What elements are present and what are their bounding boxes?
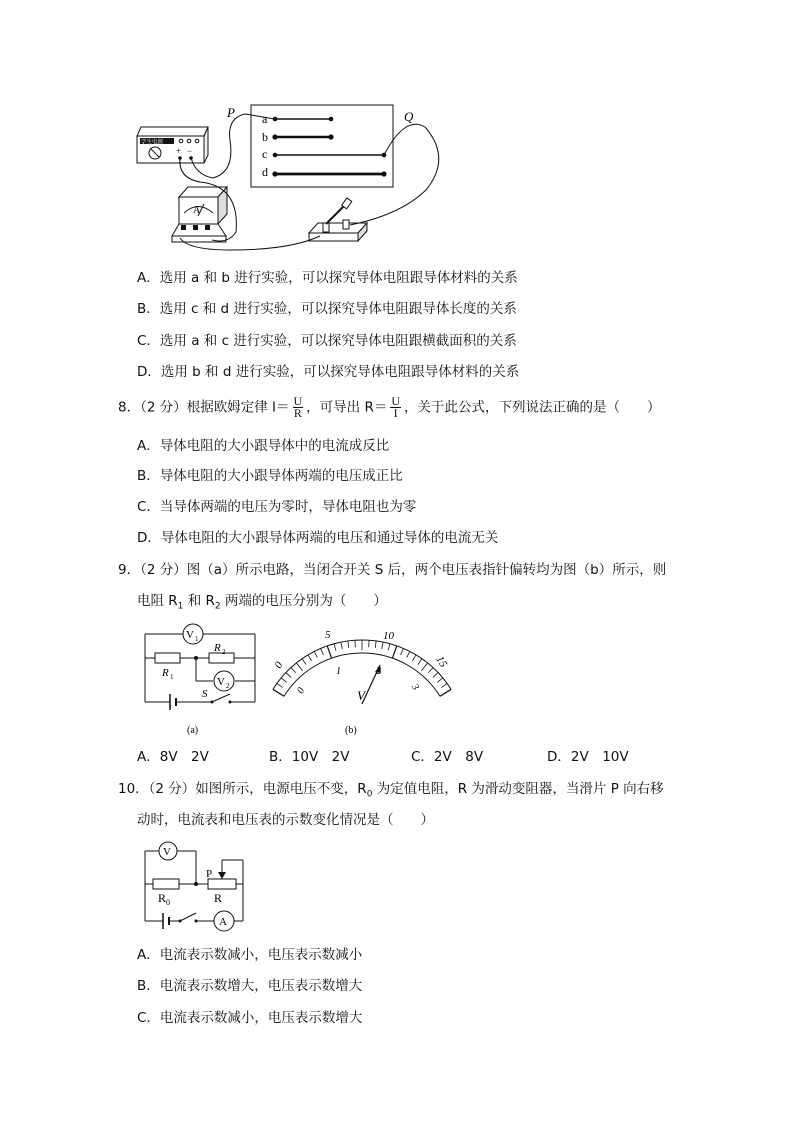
- q7-power-label: 学生电源: [141, 139, 164, 146]
- q10-v-label: V: [163, 846, 171, 858]
- q8-fraction-r-den: I: [393, 406, 398, 420]
- q9b-lower-0: 0: [295, 685, 308, 696]
- q10-stem-line1-c: 为定值电阻，R 为滑动变阻器，当滑片 P 向右移: [372, 781, 664, 797]
- q10-r0-label: R: [158, 891, 167, 905]
- q10-a-label: A: [219, 916, 227, 928]
- q7-option-a[interactable]: A．选用 a 和 b 进行实验，可以探究导体电阻跟导体材料的关系: [137, 270, 518, 286]
- q8-option-d[interactable]: D．导体电阻的大小跟导体两端的电压和通过导体的电流无关: [137, 530, 499, 546]
- q7-switch: [309, 198, 367, 241]
- gauge-tick: [296, 663, 302, 671]
- q9a-r1-sub: 1: [170, 673, 174, 681]
- q7-power-supply: [137, 127, 208, 163]
- q7-circuit-figure: [135, 100, 445, 258]
- q9-stem-line1: 9．（2 分）图（a）所示电路，当闭合开关 S 后，两个电压表指针偏转均为图（b）所示，则: [118, 562, 667, 578]
- q8-fraction-i-den: R: [293, 406, 302, 420]
- gauge-tick: [382, 642, 383, 649]
- q8-option-c[interactable]: C．当导体两端的电压为零时，导体电阻也为零: [137, 499, 417, 515]
- q9b-upper-0: 0: [272, 659, 286, 671]
- q9a-r1-label: R: [162, 667, 169, 679]
- gauge-tick: [392, 646, 396, 658]
- q9-stem-line2-c: 和 R: [183, 593, 215, 609]
- q10-r-label: R: [214, 891, 223, 905]
- q7-wire-label-b: b: [262, 130, 268, 144]
- q9b-lower-3: 3: [408, 682, 421, 693]
- q10-stem-line1: [118, 779, 664, 805]
- q9a-r2-label: R: [214, 642, 221, 654]
- q8-option-b[interactable]: B．导体电阻的大小跟导体两端的电压成正比: [137, 468, 403, 484]
- gauge-tick: [440, 689, 451, 696]
- gauge-tick: [407, 651, 410, 657]
- q9b-lower-1: 1: [336, 666, 341, 677]
- gauge-tick: [334, 644, 336, 651]
- q9-stem-line2: [137, 591, 387, 617]
- gauge-tick: [375, 641, 376, 648]
- q8-option-a[interactable]: A．导体电阻的大小跟导体中的电流成反比: [137, 438, 390, 454]
- q10-option-c[interactable]: C．电流表示数减小，电压表示数增大: [137, 1010, 363, 1026]
- q8-stem-part-a: 8．（2 分）根据欧姆定律 I＝: [118, 399, 290, 416]
- q10-stem-line2: 动时，电流表和电压表的示数变化情况是（ ）: [137, 812, 434, 828]
- gauge-tick: [421, 663, 427, 671]
- q7-wire-board: [251, 105, 393, 187]
- q8-fraction-i: [293, 396, 304, 419]
- q8-fraction-r-num: U: [391, 394, 401, 408]
- gauge-tick: [308, 655, 312, 661]
- q7-option-b[interactable]: B．选用 c 和 d 进行实验，可以探究导体电阻跟导体长度的关系: [137, 301, 517, 317]
- q9-figure-b: [272, 620, 452, 740]
- q9a-s-label: S: [202, 688, 208, 700]
- q10-r0-sub: 0: [166, 898, 170, 907]
- q7-label-p: P: [227, 105, 235, 120]
- q10-stem-r0-sub: 0: [366, 789, 373, 800]
- gauge-tick: [341, 642, 342, 649]
- gauge-tick: [388, 644, 390, 651]
- gauge-tick: [441, 683, 447, 687]
- q9-options: [137, 747, 657, 767]
- q10-circuit-figure: [138, 836, 250, 932]
- q8-stem-part-b: ，可导出 R＝: [306, 399, 388, 416]
- q10-option-a[interactable]: A．电流表示数减小，电压表示数减小: [137, 947, 363, 963]
- gauge-tick: [302, 659, 306, 665]
- gauge-tick: [433, 673, 438, 678]
- gauge-tick: [291, 668, 296, 673]
- q9-option-a[interactable]: A．8V 2V: [137, 749, 209, 765]
- q9a-v2-label: V: [217, 676, 225, 688]
- gauge-tick: [277, 683, 283, 687]
- q9-stem-line2-a: 电阻 R: [137, 593, 178, 609]
- q9-stem-r2-sub: 2: [214, 601, 221, 612]
- q8-fraction-r: [390, 396, 401, 419]
- gauge-tick: [286, 673, 291, 678]
- gauge-tick: [437, 678, 442, 682]
- gauge-tick: [273, 689, 284, 696]
- q9-option-d[interactable]: D．2V 10V: [547, 749, 629, 765]
- q9b-unit: V: [357, 688, 365, 703]
- q8-stem: [118, 396, 661, 419]
- gauge-tick: [418, 659, 422, 665]
- q9b-upper-10: 10: [383, 630, 394, 642]
- q7-wire-label-c: c: [262, 147, 268, 161]
- q7-label-q: Q: [404, 109, 414, 124]
- q9a-v1-sub: 1: [195, 635, 199, 643]
- q7-ammeter-label: A: [193, 205, 201, 216]
- gauge-tick: [321, 648, 324, 654]
- q9-option-b[interactable]: B．10V 2V: [269, 749, 350, 765]
- q9-stem-r1-sub: 1: [177, 601, 184, 612]
- gauge-tick: [401, 648, 404, 654]
- q9a-caption: (a): [187, 725, 199, 736]
- q7-power-minus: −: [187, 146, 193, 156]
- q8-fraction-i-num: U: [293, 394, 303, 408]
- q7-option-d[interactable]: D．选用 b 和 d 进行实验，可以探究导体电阻跟导体材料的关系: [137, 364, 520, 380]
- gauge-tick: [281, 678, 286, 682]
- q10-p-label: P: [206, 868, 213, 880]
- q9b-upper-15: 15: [433, 654, 450, 670]
- q7-wire-label-d: d: [262, 165, 268, 179]
- q8-stem-part-c: ，关于此公式，下列说法正确的是（ ）: [404, 399, 661, 416]
- q7-option-c[interactable]: C．选用 a 和 c 进行实验，可以探究导体电阻跟横截面积的关系: [137, 333, 517, 349]
- gauge-tick: [348, 641, 349, 648]
- gauge-tick: [412, 655, 416, 661]
- q9-stem-line2-e: 两端的电压分别为（ ）: [220, 593, 387, 609]
- q9a-v1-label: V: [186, 629, 194, 641]
- q9a-v2-sub: 2: [226, 682, 230, 690]
- q9b-caption: (b): [345, 725, 357, 736]
- q10-option-b[interactable]: B．电流表示数增大，电压表示数增大: [137, 978, 363, 994]
- gauge-tick: [428, 668, 433, 673]
- q9a-r2-sub: 2: [222, 648, 226, 656]
- gauge-tick: [314, 651, 317, 657]
- q9b-upper-5: 5: [325, 629, 331, 641]
- q7-wire-label-a: a: [262, 112, 268, 126]
- q10-stem-line1-a: 10．（2 分）如图所示，电源电压不变，R: [118, 781, 367, 797]
- q7-power-plus: +: [176, 146, 182, 156]
- q9-figure-a: [138, 620, 264, 740]
- gauge-tick: [327, 646, 331, 658]
- q7-ammeter: [172, 187, 227, 244]
- q9-option-c[interactable]: C．2V 8V: [411, 749, 484, 765]
